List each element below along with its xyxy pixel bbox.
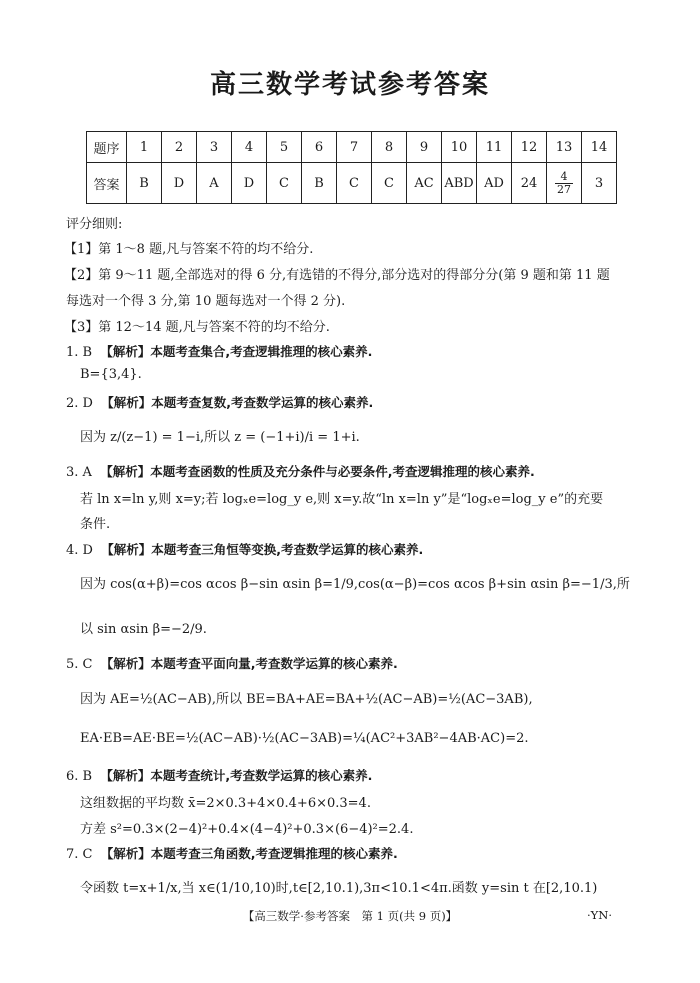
q4-heading (66, 540, 423, 558)
q-number: 4 (232, 132, 267, 163)
answer-cell: ABD (442, 163, 477, 204)
q7-analysis-title: 【解析】本题考查三角函数,考查逻辑推理的核心素养. (100, 846, 398, 861)
question-number-row (87, 132, 617, 163)
q4-answer: 4. D (66, 543, 93, 558)
q5-analysis-title: 【解析】本题考查平面向量,考查数学运算的核心素养. (100, 656, 398, 671)
answer-cell: B (127, 163, 162, 204)
q3-heading (66, 462, 535, 480)
answer-cell: C (372, 163, 407, 204)
q2-answer: 2. D (66, 396, 93, 411)
q4-body-line1: 因为 cos(α+β)=cos αcos β−sin αsin β=1/9,cos(α−β)=cos αcos β+sin αsin β=−1/3,所 (80, 577, 630, 592)
answer-cell: C (267, 163, 302, 204)
answer-cell: AD (477, 163, 512, 204)
q1-analysis-title: 【解析】本题考查集合,考查逻辑推理的核心素养. (100, 344, 373, 359)
q3-analysis-title: 【解析】本题考查函数的性质及充分条件与必要条件,考查逻辑推理的核心素养. (100, 464, 535, 479)
answer-cell: 24 (512, 163, 547, 204)
answer-table (86, 131, 617, 204)
q1-body: B={3,4}. (80, 367, 142, 382)
answer-cell: B (302, 163, 337, 204)
rule-2-line2: 每选对一个得 3 分,第 10 题每选对一个得 2 分). (66, 294, 346, 309)
page-title: 高三数学考试参考答案 (209, 70, 490, 100)
row-header-number: 题序 (87, 132, 127, 163)
q-number: 10 (442, 132, 477, 163)
rules-heading: 评分细则: (66, 217, 123, 232)
q6-analysis-title: 【解析】本题考查统计,考查数学运算的核心素养. (100, 768, 373, 783)
q1-answer: 1. B (66, 345, 93, 360)
q5-heading (66, 654, 398, 672)
row-header-answer: 答案 (87, 163, 127, 204)
footer-code: ·YN· (587, 908, 612, 922)
q-number: 6 (302, 132, 337, 163)
q6-answer: 6. B (66, 769, 93, 784)
q-number: 9 (407, 132, 442, 163)
q2-body: 因为 z/(z−1) = 1−i,所以 z = (−1+i)/i = 1+i. (80, 430, 360, 445)
q4-analysis-title: 【解析】本题考查三角恒等变换,考查数学运算的核心素养. (101, 542, 424, 557)
q3-body-line2: 条件. (80, 517, 111, 532)
q-number: 1 (127, 132, 162, 163)
q-number: 11 (477, 132, 512, 163)
q-number: 5 (267, 132, 302, 163)
answer-cell: D (162, 163, 197, 204)
q6-body-line2: 方差 s²=0.3×(2−4)²+0.4×(4−4)²+0.3×(6−4)²=2.4. (80, 822, 414, 837)
answer-cell-13 (547, 163, 582, 204)
fraction-numerator: 4 (555, 171, 573, 184)
fraction-denominator: 27 (557, 182, 571, 196)
q-number: 12 (512, 132, 547, 163)
q7-answer: 7. C (66, 847, 93, 862)
q5-answer: 5. C (66, 657, 93, 672)
q2-heading (66, 393, 373, 411)
q3-answer: 3. A (66, 465, 92, 480)
q1-heading (66, 342, 372, 360)
q2-analysis-title: 【解析】本题考查复数,考查数学运算的核心素养. (101, 395, 374, 410)
q7-body-line1: 令函数 t=x+1/x,当 x∈(1/10,10)时,t∈[2,10.1),3π<10.1<4π.函数 y=sin t 在[2,10.1) (80, 881, 598, 896)
answer-cell: D (232, 163, 267, 204)
rule-2-line1: 【2】第 9～11 题,全部选对的得 6 分,有选错的不得分,部分选对的得部分分(第 9 题和第 11 题 (64, 268, 610, 283)
rule-3: 【3】第 12～14 题,凡与答案不符的均不给分. (64, 320, 330, 335)
fraction (555, 171, 573, 195)
answer-cell: 3 (582, 163, 617, 204)
q4-body-line2: 以 sin αsin β=−2/9. (80, 622, 207, 637)
q7-heading (66, 844, 398, 862)
q-number: 14 (582, 132, 617, 163)
answer-cell: AC (407, 163, 442, 204)
q6-body-line1: 这组数据的平均数 x̄=2×0.3+4×0.4+6×0.3=4. (80, 796, 371, 811)
rule-1: 【1】第 1～8 题,凡与答案不符的均不给分. (64, 242, 314, 257)
page-footer: 【高三数学·参考答案 第 1 页(共 9 页)】 (242, 909, 458, 923)
q3-body-line1: 若 ln x=ln y,则 x=y;若 logₓe=log_y e,则 x=y.故“ln x=ln y”是“logₓe=log_y e”的充要 (80, 492, 604, 507)
q5-body-line1: 因为 AE=½(AC−AB),所以 BE=BA+AE=BA+½(AC−AB)=½(AC−3AB), (80, 692, 533, 707)
q5-body-line2: EA·EB=AE·BE=½(AC−AB)·½(AC−3AB)=¼(AC²+3AB²−4AB·AC)=2. (80, 731, 529, 746)
q-number: 3 (197, 132, 232, 163)
q-number: 8 (372, 132, 407, 163)
answer-cell: C (337, 163, 372, 204)
answer-row (87, 163, 617, 204)
q-number: 2 (162, 132, 197, 163)
answer-cell: A (197, 163, 232, 204)
q-number: 7 (337, 132, 372, 163)
q6-heading (66, 766, 372, 784)
q-number: 13 (547, 132, 582, 163)
